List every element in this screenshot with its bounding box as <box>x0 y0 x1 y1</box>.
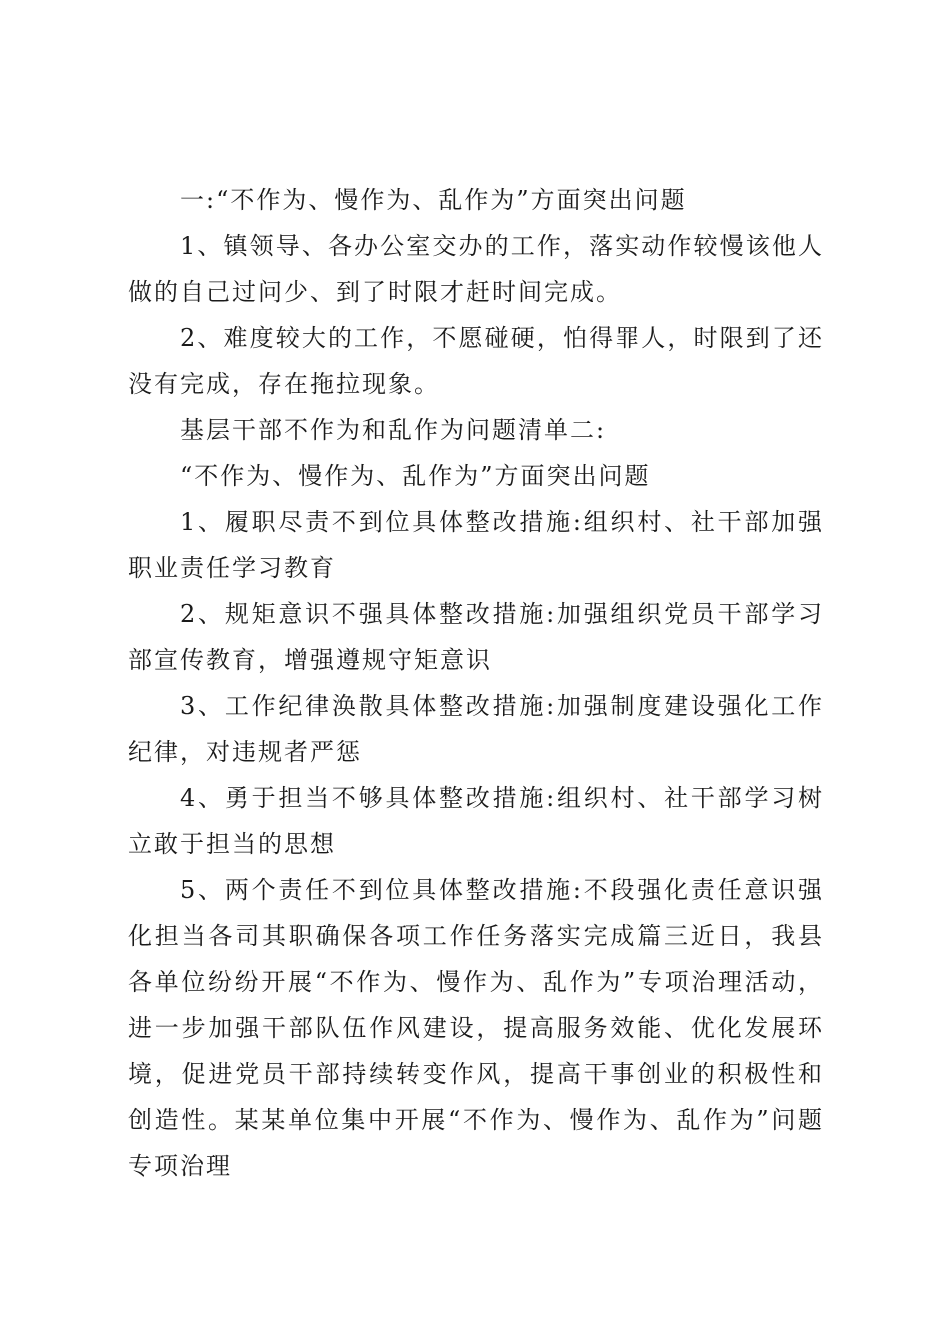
section-heading-list-two: 基层干部不作为和乱作为问题清单二: <box>180 416 607 444</box>
document-body <box>128 177 824 1189</box>
paragraph-item-1: 1、镇领导、各办公室交办的工作，落实动作较慢该他人做的自己过问少、到了时限才赶时间完成。 <box>128 232 824 306</box>
paragraph-measure-3: 3、工作纪律涣散具体整改措施:加强制度建设强化工作纪律，对违规者严惩 <box>128 692 824 766</box>
section-subheading: “不作为、慢作为、乱作为”方面突出问题 <box>180 462 651 490</box>
paragraph-measure-2: 2、规矩意识不强具体整改措施:加强组织党员干部学习部宣传教育，增强遵规守矩意识 <box>128 600 824 674</box>
paragraph-item-2: 2、难度较大的工作，不愿碰硬，怕得罪人，时限到了还没有完成，存在拖拉现象。 <box>128 324 824 398</box>
paragraph-measure-4: 4、勇于担当不够具体整改措施:组织村、社干部学习树立敢于担当的思想 <box>128 784 824 858</box>
paragraph-measure-5: 5、两个责任不到位具体整改措施:不段强化责任意识强化担当各司其职确保各项工作任务落实完成篇三近日，我县各单位纷纷开展“不作为、慢作为、乱作为”专项治理活动，进一步加强干部队伍作风建设，提高服务效能、优化发展环境，促进党员干部持续转变作风，提高干事创业的积极性和创造性。某某单位集中开展“不作为、慢作为、乱作为”问题专项治理 <box>128 876 824 1180</box>
paragraph-measure-1: 1、履职尽责不到位具体整改措施:组织村、社干部加强职业责任学习教育 <box>128 508 824 582</box>
section-heading-one: 一:“不作为、慢作为、乱作为”方面突出问题 <box>180 186 687 214</box>
